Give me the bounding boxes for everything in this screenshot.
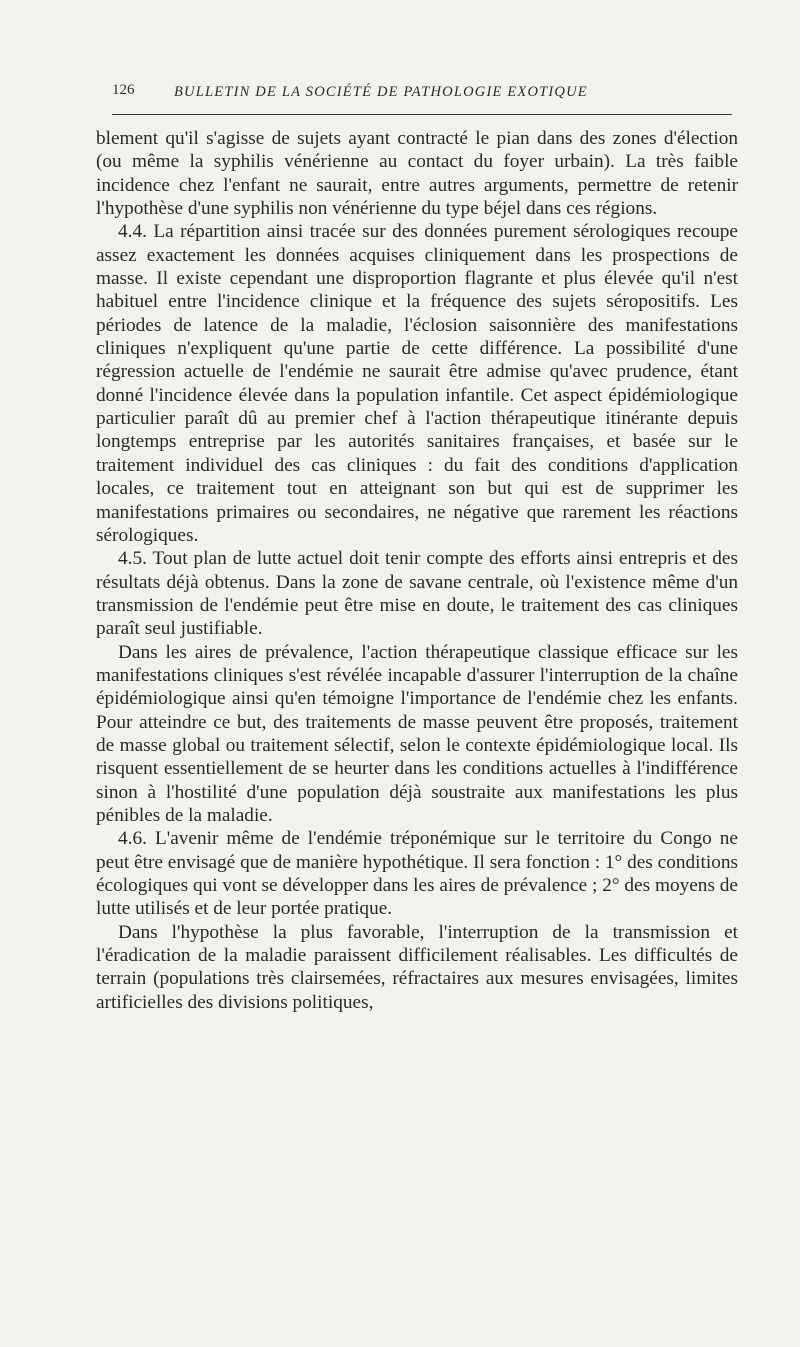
paragraph-4-5: 4.5. Tout plan de lutte actuel doit tenir compte des efforts ainsi entrepris et des résultats déjà obtenus. Dans la zone de savane centrale, où l'existence même d'un transmission de l'endémie peut être mise en doute, le traitement des cas cliniques paraît seul justifiable.	[96, 548, 738, 640]
paragraph-4-6: 4.6. L'avenir même de l'endémie tréponémique sur le territoire du Congo ne peut être envisagé que de manière hypothétique. Il sera fonction : 1° des conditions écologiques qui vont se développer dans les aires de prévalence ; 2° des moyens de lutte utilisés et de leur portée pratique.	[96, 828, 738, 920]
page-number: 126	[112, 82, 135, 98]
body-text	[96, 127, 738, 1014]
paragraph-hypothesis: Dans l'hypothèse la plus favorable, l'interruption de la transmission et l'éradication de la maladie paraissent difficilement réalisables. Les difficultés de terrain (populations très clairsemées, réfractaires aux mesures envisagées, limites artificielles des divisions politiques,	[96, 921, 738, 1013]
page-header	[112, 78, 732, 115]
paragraph-4-4: 4.4. La répartition ainsi tracée sur des données purement sérologiques recoupe assez exactement les données acquises cliniquement dans les prospections de masse. Il existe cependant une disproportion flagrante et plus élevée qu'il n'est habituel entre l'incidence clinique et la fréquence des sujets séropositifs. Les périodes de latence de la maladie, l'éclosion saisonnière des manifestations cliniques n'expliquent qu'une partie de cette différence. La possibilité d'une régression actuelle de l'endémie ne saurait être admise qu'avec prudence, étant donné l'incidence élevée dans la population infantile. Cet aspect épidémiologique particulier paraît dû au premier chef à l'action thérapeutique itinérante depuis longtemps entreprise par les autorités sanitaires françaises, et basée sur le traitement individuel des cas cliniques : du fait des conditions d'application locales, ce traitement tout en atteignant son but qui est de supprimer les manifestations primaires ou secondaires, ne négative que rarement les réactions sérologiques.	[96, 221, 738, 546]
running-title: BULLETIN DE LA SOCIÉTÉ DE PATHOLOGIE EXOTIQUE	[174, 84, 588, 100]
paragraph-prevalence: Dans les aires de prévalence, l'action thérapeutique classique efficace sur les manifestations cliniques s'est révélée incapable d'assurer l'interruption de la chaîne épidémiologique ainsi qu'en témoigne l'importance de l'endémie chez les enfants. Pour atteindre ce but, des traitements de masse peuvent être proposés, traitement de masse global ou traitement sélectif, selon le contexte épidémiologique local. Ils risquent essentiellement de se heurter dans les conditions actuelles à l'indifférence sinon à l'hostilité d'une population déjà soustraite aux manifestations les plus pénibles de la maladie.	[96, 641, 738, 826]
paragraph-continuation: blement qu'il s'agisse de sujets ayant contracté le pian dans des zones d'élection (ou même la syphilis vénérienne au contact du foyer urbain). La très faible incidence chez l'enfant ne saurait, entre autres arguments, permettre de retenir l'hypothèse d'une syphilis non vénérienne du type béjel dans ces régions.	[96, 128, 738, 220]
